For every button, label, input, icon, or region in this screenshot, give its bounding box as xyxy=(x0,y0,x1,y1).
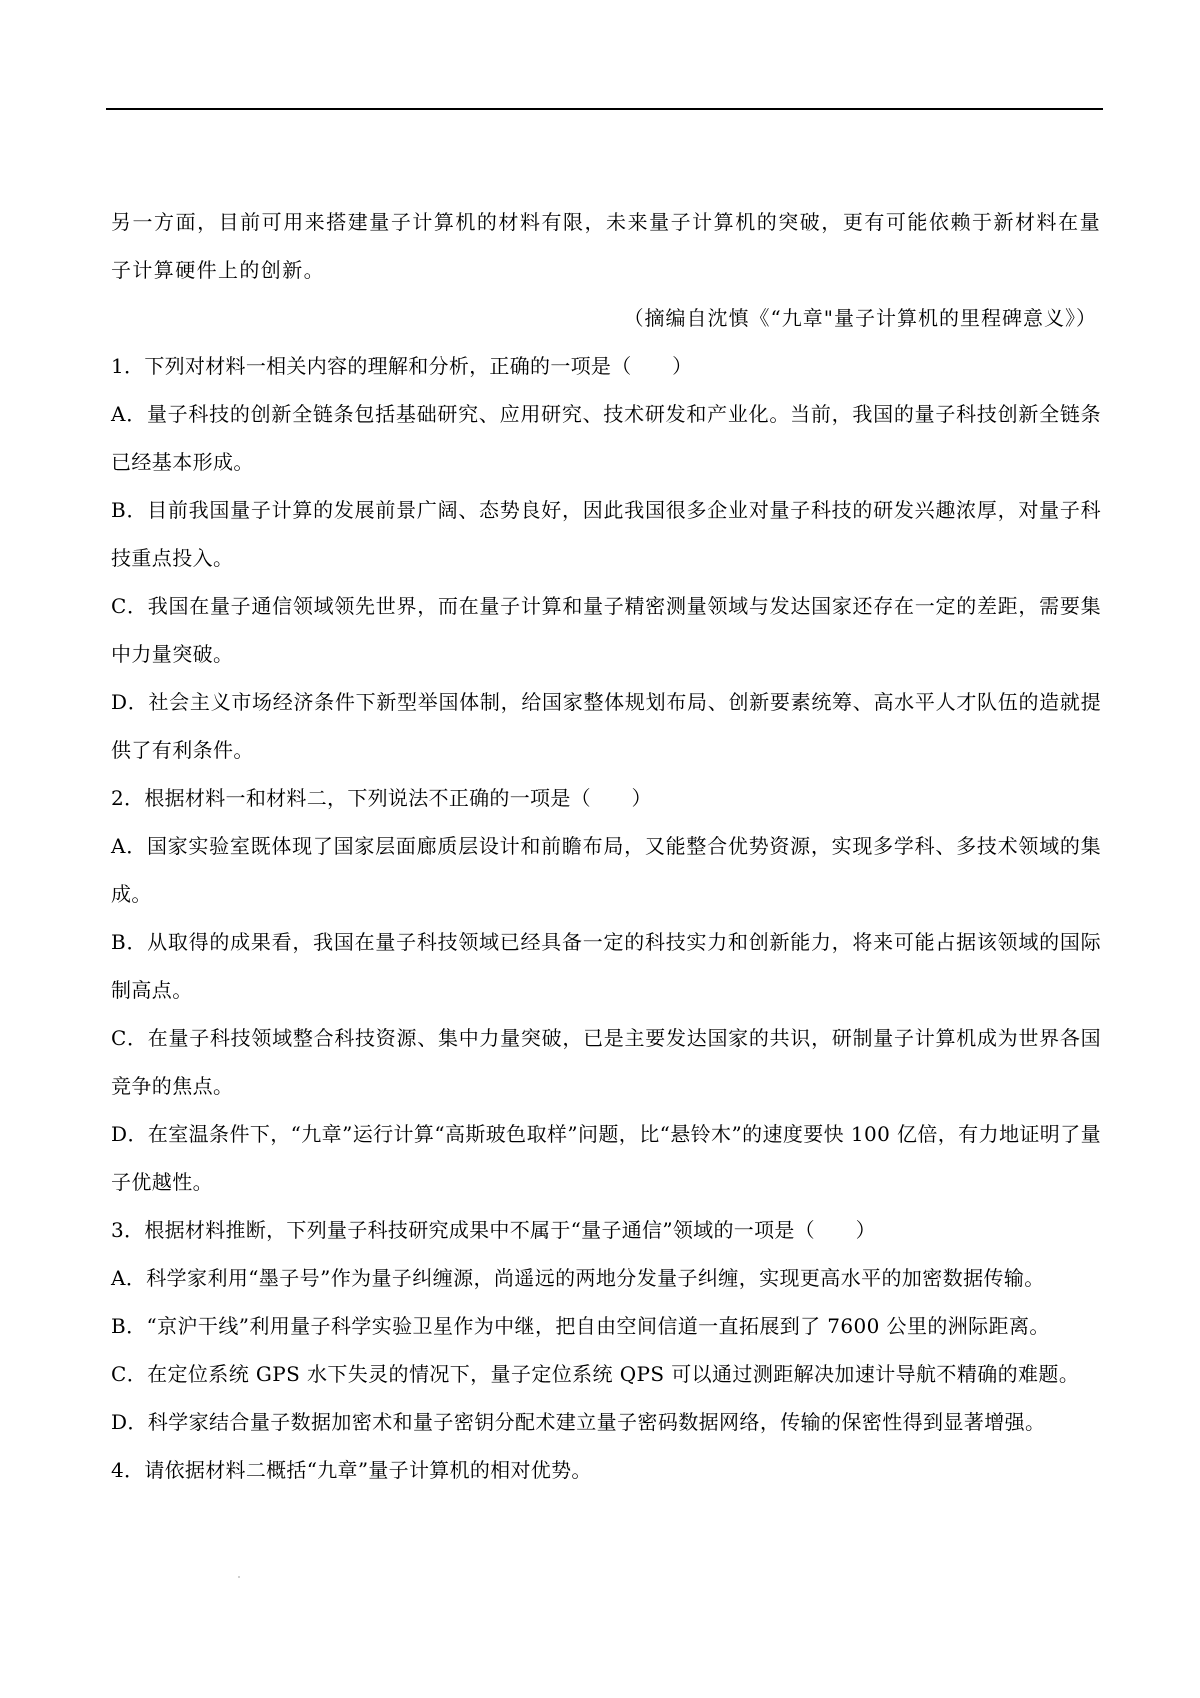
scan-speck xyxy=(238,1576,240,1578)
question-1-option-c: C．我国在量子通信领域领先世界，而在量子计算和量子精密测量领域与发达国家还存在一定的差距，需要集中力量突破。 xyxy=(111,594,1101,666)
question-3-option-b: B．“京沪干线”利用量子科学实验卫星作为中继，把自由空间信道一直拓展到了 7600 公里的洲际距离。 xyxy=(111,1314,1050,1338)
question-4-stem: 4．请依据材料二概括“九章”量子计算机的相对优势。 xyxy=(111,1458,592,1482)
question-3-option-c: C．在定位系统 GPS 水下失灵的情况下，量子定位系统 QPS 可以通过测距解决加速计导航不精确的难题。 xyxy=(111,1362,1080,1386)
question-3-option-d: D．科学家结合量子数据加密术和量子密钥分配术建立量子密码数据网络，传输的保密性得到显著增强。 xyxy=(111,1410,1046,1434)
passage-intro: 另一方面，目前可用来搭建量子计算机的材料有限，未来量子计算机的突破，更有可能依赖于新材料在量子计算硬件上的创新。 xyxy=(111,210,1101,282)
question-2-option-a: A．国家实验室既体现了国家层面廊质层设计和前瞻布局，又能整合优势资源，实现多学科、多技术领域的集成。 xyxy=(111,834,1101,906)
header-rule xyxy=(106,108,1103,110)
question-2-option-d: D．在室温条件下，“九章”运行计算“高斯玻色取样”问题，比“悬铃木”的速度要快 100 亿倍，有力地证明了量子优越性。 xyxy=(111,1122,1101,1194)
question-1-option-a: A．量子科技的创新全链条包括基础研究、应用研究、技术研发和产业化。当前，我国的量子科技创新全链条已经基本形成。 xyxy=(111,402,1101,474)
question-1-stem: 1．下列对材料一相关内容的理解和分析，正确的一项是（ ） xyxy=(111,354,693,378)
question-3-option-a: A．科学家利用“墨子号”作为量子纠缠源，尚遥远的两地分发量子纠缠，实现更高水平的加密数据传输。 xyxy=(111,1266,1045,1290)
question-2-option-c: C．在量子科技领域整合科技资源、集中力量突破，已是主要发达国家的共识，研制量子计算机成为世界各国竞争的焦点。 xyxy=(111,1026,1101,1098)
question-1-option-d: D．社会主义市场经济条件下新型举国体制，给国家整体规划布局、创新要素统筹、高水平人才队伍的造就提供了有利条件。 xyxy=(111,690,1101,762)
question-3-stem: 3．根据材料推断，下列量子科技研究成果中不属于“量子通信”领域的一项是（ ） xyxy=(111,1218,876,1242)
document-body xyxy=(111,198,1101,1494)
question-2-option-b: B．从取得的成果看，我国在量子科技领域已经具备一定的科技实力和创新能力，将来可能占据该领域的国际制高点。 xyxy=(111,930,1101,1002)
question-2-stem: 2．根据材料一和材料二，下列说法不正确的一项是（ ） xyxy=(111,786,652,810)
question-1-option-b: B．目前我国量子计算的发展前景广阔、态势良好，因此我国很多企业对量子科技的研发兴趣浓厚，对量子科技重点投入。 xyxy=(111,498,1101,570)
passage-source: （摘编自沈慎《“九章"量子计算机的里程碑意义》） xyxy=(623,306,1097,330)
